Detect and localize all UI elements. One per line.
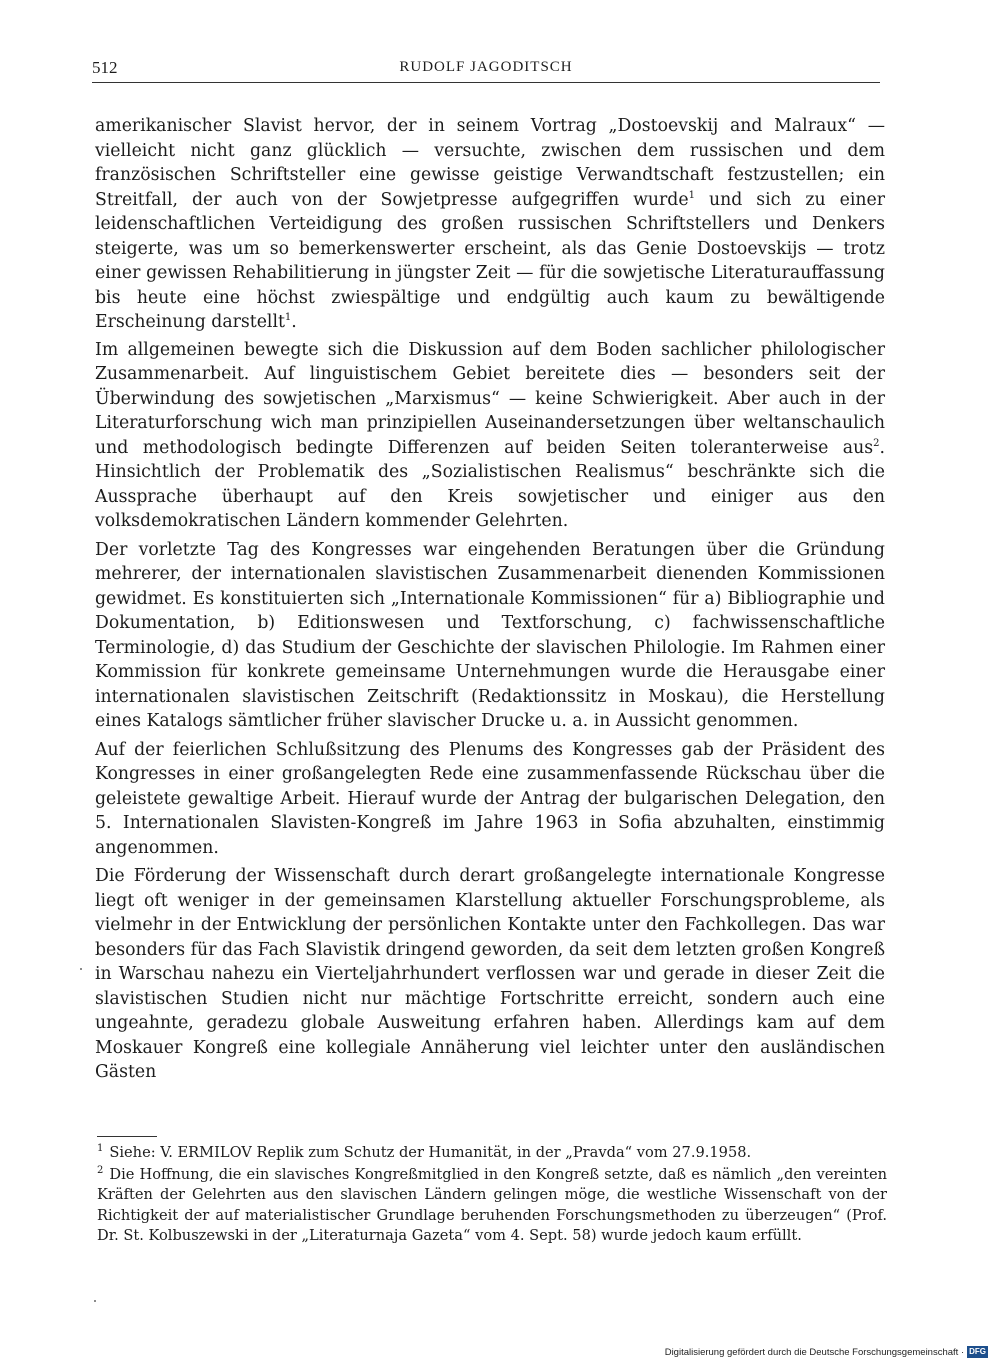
paragraph-2 — [95, 338, 885, 534]
paragraph-1-text-after: . — [291, 312, 297, 332]
digitization-credit-text: Digitalisierung gefördert durch die Deutsche Forschungsgemeinschaft · — [664, 1346, 965, 1358]
paragraph-1 — [95, 114, 885, 335]
paragraph-1-text-before: amerikanischer Slavist hervor, der in seinem Vortrag „Dostoevskij and Malraux“ — vielleicht nicht ganz glücklich — versuchte, zwischen dem russischen und dem französischen Schriftsteller eine gewisse geistige Verwandtschaft festzustellen; ein Streitfall, der auch von der Sowjetpresse aufgegriffen wurde — [95, 116, 885, 210]
dfg-logo: DFG — [969, 1347, 986, 1356]
footnotes — [97, 1143, 887, 1248]
running-head: RUDOLF JAGODITSCH — [399, 59, 573, 75]
paragraph-1-text-middle: und sich zu einer leidenschaftlichen Verteidigung des großen russischen Schriftstellers und Denkers steigerte, was um so bemerkenswerter erscheint, als das Genie Dostoevskijs — trotz einer gewissen Rehabilitierung in jüngster Zeit — für die sowjetische Literaturauffassung bis heute eine höchst zwiespältige und endgültig auch kaum zu bewältigende Erscheinung darstellt — [95, 189, 886, 332]
digitization-credit — [665, 1346, 988, 1358]
body-text — [95, 114, 885, 1089]
page-number: 512 — [92, 58, 118, 77]
footnote-2-marker: 2 — [97, 1164, 104, 1176]
footnote-1-marker: 1 — [97, 1143, 104, 1155]
paragraph-3: Der vorletzte Tag des Kongresses war eingehenden Beratungen über die Gründung mehrerer, der internationalen slavistischen Zusammenarbeit dienenden Kommissionen gewidmet. Es konstituierten sich „Internationale Kommissionen“ für a) Bibliographie und Dokumentation, b) Editionswesen und Textforschung, c) fachwissenschaftliche Terminologie, d) das Studium der Geschichte der slavischen Philologie. Im Rahmen einer Kommission für konkrete gemeinsame Unternehmungen wurde die Herausgabe einer internationalen slavistischen Zeitschrift (Redaktionssitz in Moskau), die Herstellung eines Katalogs sämtlicher früher slavischer Drucke u. a. in Aussicht genommen. — [95, 539, 885, 731]
paragraph-2-text-before: Im allgemeinen bewegte sich die Diskussion auf dem Boden sachlicher philologischer Zusammenarbeit. Auf linguistischem Gebiet bereitete dies — besonders seit der Überwindung des sowjetischen „Marxismus“ — keine Schwierigkeit. Aber auch in der Literaturforschung wich man prinzipiellen Auseinandersetzungen über weltanschaulich und methodologisch bedingte Differenzen auf beiden Seiten toleranterweise aus — [95, 339, 885, 458]
paragraph-4: Auf der feierlichen Schlußsitzung des Plenums des Kongresses gab der Präsident des Kongresses in einer großangelegten Rede eine zusammenfassende Rückschau über die geleistete gewaltige Arbeit. Hierauf wurde der Antrag der bulgarischen Delegation, den 5. Internationalen Slavisten-Kongreß im Jahre 1963 in Sofia abzuhalten, einstimmig angenommen. — [95, 739, 885, 858]
footnote-ref-2: 2 — [873, 437, 880, 449]
footnote-ref-1: 1 — [688, 189, 695, 201]
footnote-1 — [97, 1143, 887, 1164]
scan-speck — [94, 1300, 96, 1302]
footnote-1-text: Siehe: V. ERMILOV Replik zum Schutz der Humanität, in der „Pravda“ vom 27.9.1958. — [109, 1144, 752, 1161]
page-header — [92, 58, 880, 83]
footnote-2 — [97, 1165, 887, 1247]
footnote-separator — [97, 1136, 157, 1137]
paragraph-2-text-after: . Hinsichtlich der Problematik des „Sozialistischen Realismus“ beschränkte sich die Aussprache überhaupt auf den Kreis sowjetischer und einiger aus den volksdemokratischen Ländern kommender Gelehrten. — [95, 437, 885, 531]
footnote-2-text: Die Hoffnung, die ein slavisches Kongreßmitglied in den Kongreß setzte, daß es nämlich „den vereinten Kräften der Gelehrten aus den slavischen Ländern gelingen möge, die westliche Wissenschaft von der Richtigkeit der auf materialistischer Grundlage beruhenden Forschungsmethoden zu überzeugen“ (Prof. Dr. St. Kolbuszewski in der „Literaturnaja Gazeta“ vom 4. Sept. 58) wurde jedoch kaum erfüllt. — [97, 1165, 887, 1244]
scan-speck — [80, 968, 82, 970]
footnote-ref-1-second: 1 — [284, 312, 292, 324]
paragraph-5: Die Förderung der Wissenschaft durch derart großangelegte internationale Kongresse liegt oft weniger in der gemeinsamen Klarstellung aktueller Forschungsprobleme, als vielmehr in der Entwicklung der persönlichen Kontakte unter den Fachkollegen. Das war besonders für das Fach Slavistik dringend geworden, da seit dem letzten großen Kongreß in Warschau nahezu ein Vierteljahrhundert verflossen war und gerade in dieser Zeit die slavistischen Studien nicht nur mächtige Fortschritte erreicht, sondern auch eine ungeahnte, geradezu globale Ausweitung erfahren haben. Allerdings kam auf dem Moskauer Kongreß eine kollegiale Annäherung viel leichter unter den ausländischen Gästen — [95, 866, 885, 1082]
